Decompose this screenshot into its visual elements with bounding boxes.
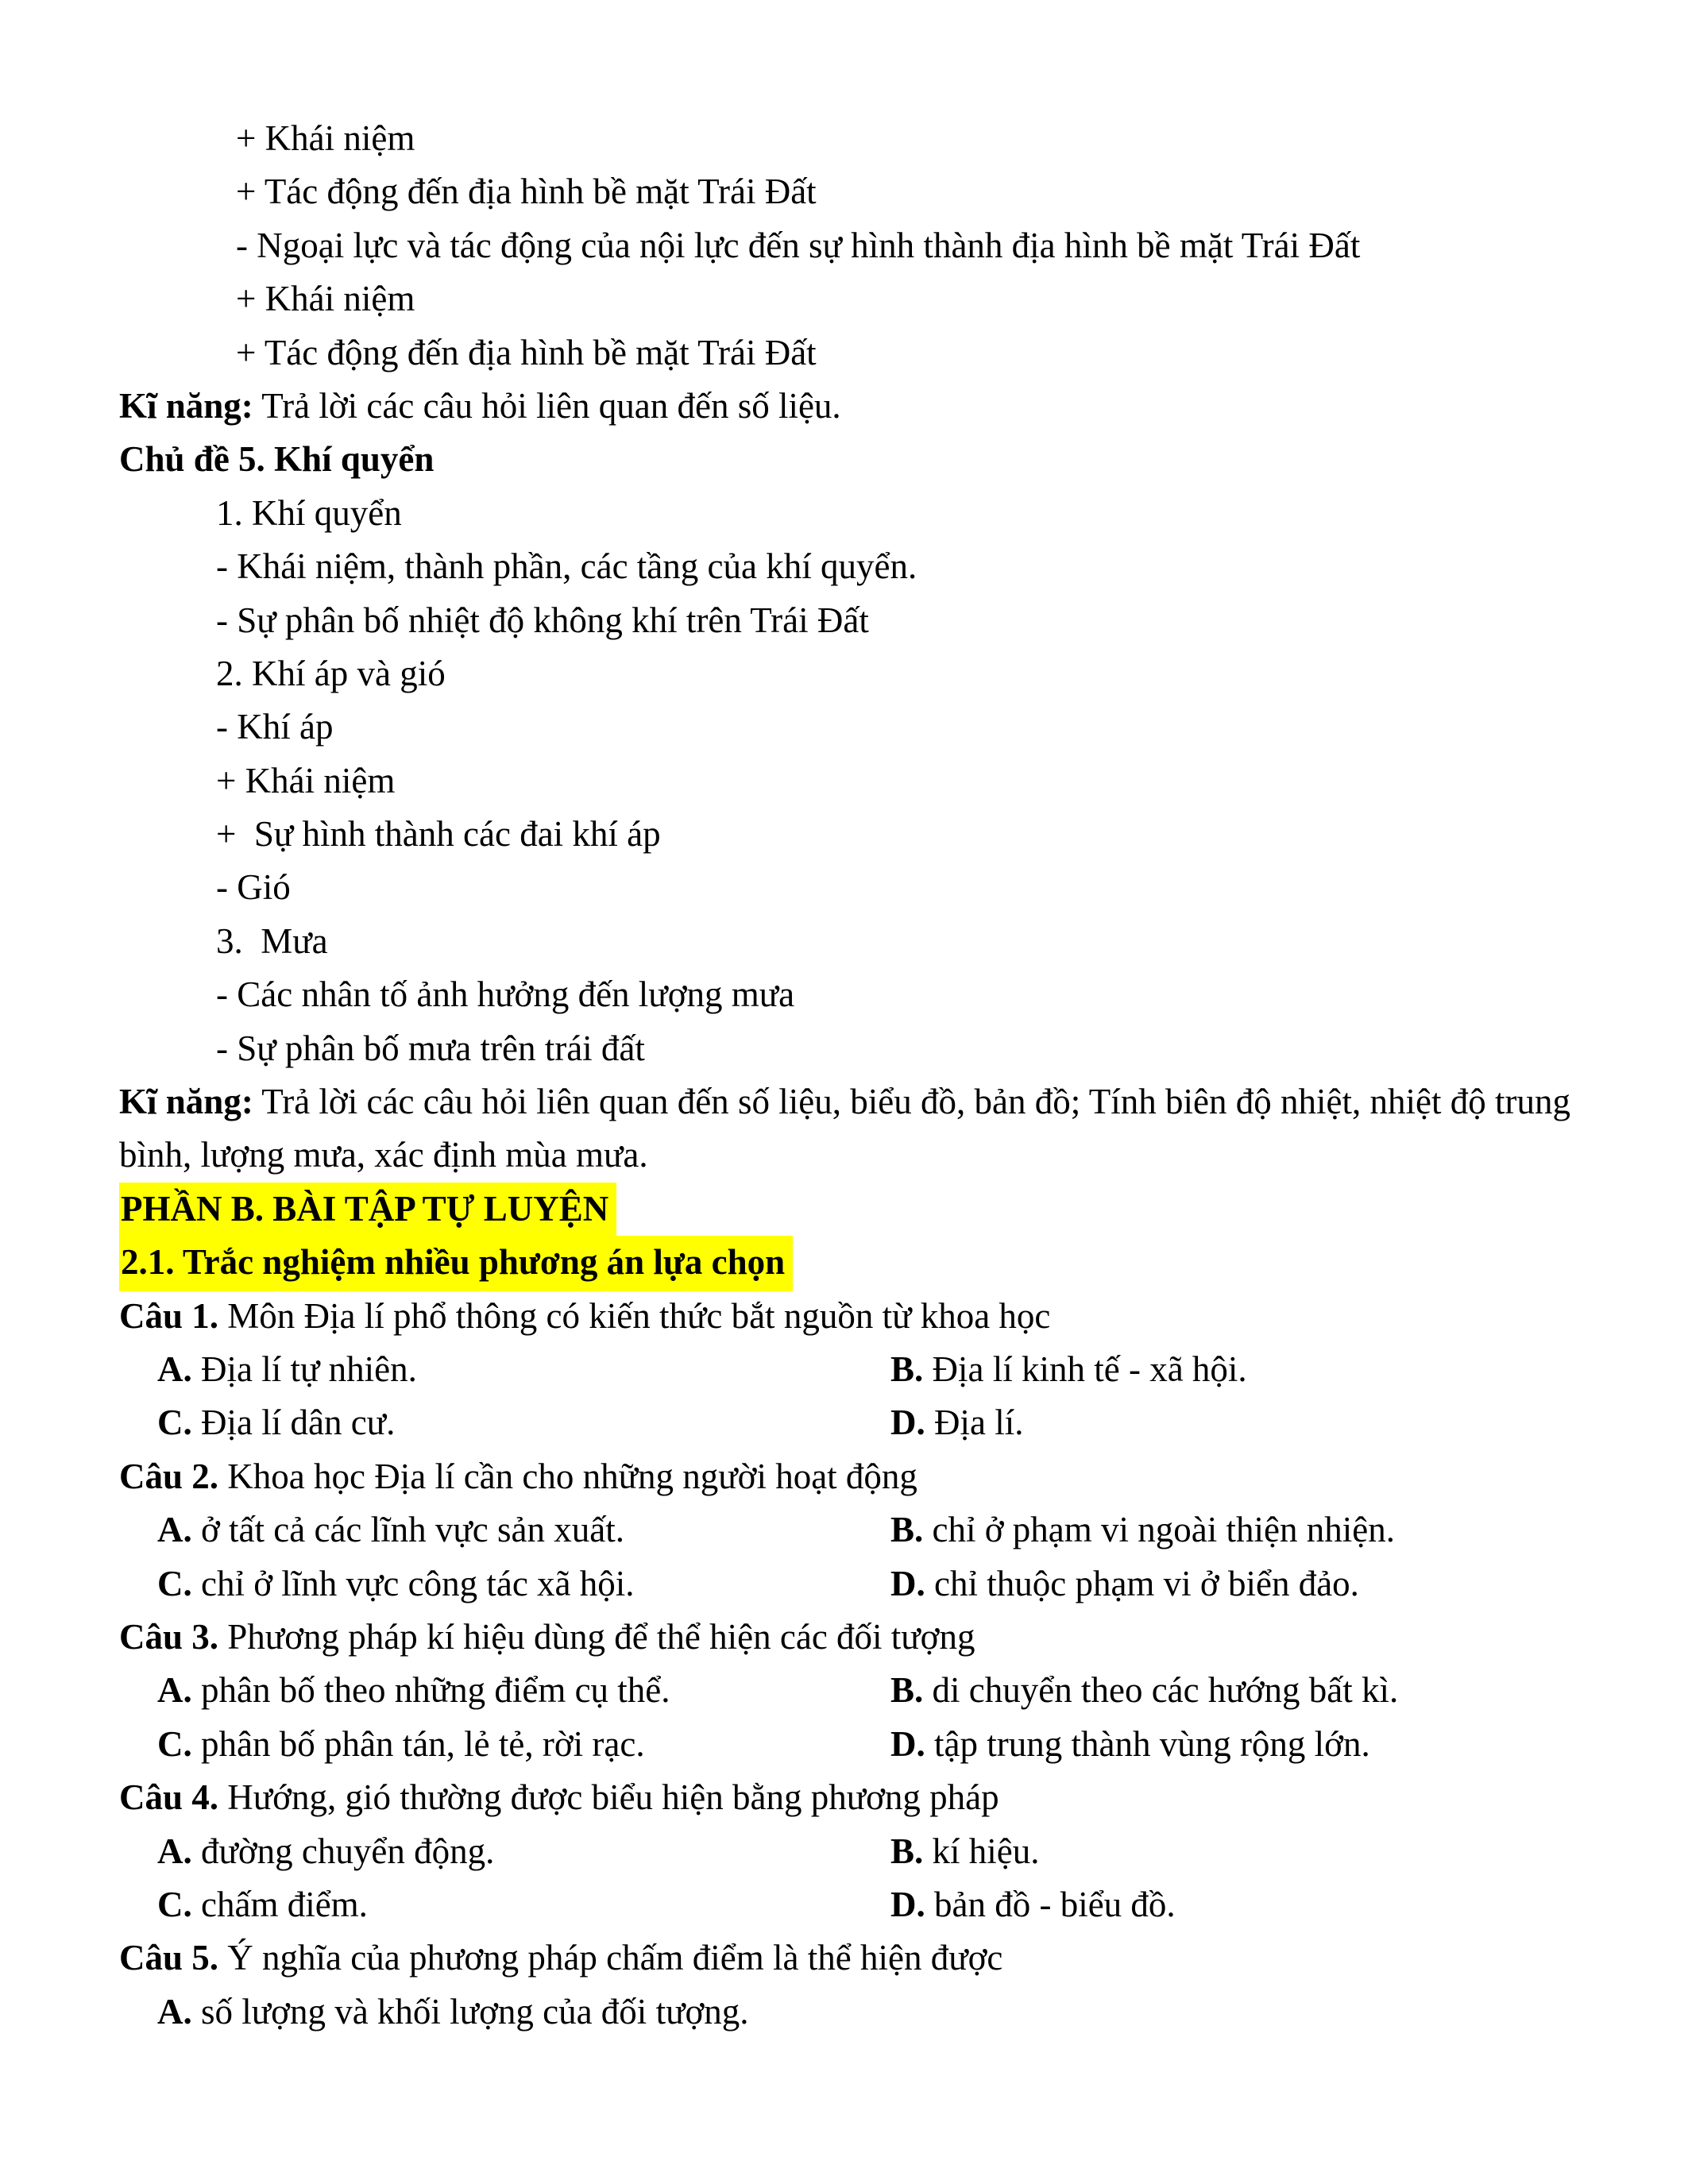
option-text: chấm điểm. — [201, 1884, 368, 1924]
option-text: Địa lí tự nhiên. — [201, 1349, 417, 1389]
option-text: bản đồ - biểu đồ. — [934, 1884, 1176, 1924]
option-text: Địa lí. — [934, 1403, 1024, 1443]
question-text: Ý nghĩa của phương pháp chấm điểm là thể hiện được — [227, 1938, 1003, 1978]
option — [890, 1557, 1359, 1611]
option-letter: D. — [890, 1723, 925, 1764]
topic-5-item: 3. Mưa — [216, 920, 328, 961]
option — [157, 1985, 749, 2039]
option — [890, 1396, 1023, 1449]
outline-item: + Tác động đến địa hình bề mặt Trái Đất — [236, 332, 817, 372]
options-row — [119, 1985, 1570, 2039]
topic-5-title: Chủ đề 5. Khí quyển — [119, 439, 435, 480]
option — [157, 1396, 395, 1449]
option-letter: B. — [890, 1510, 924, 1550]
section-2-1-heading: 2.1. Trắc nghiệm nhiều phương án lựa chọn — [119, 1236, 793, 1291]
option — [157, 1878, 368, 1931]
question-label: Câu 1. — [119, 1295, 219, 1336]
skills-text: Trả lời các câu hỏi liên quan đến số liệu, biểu đồ, bản đồ; Tính biên độ nhiệt, nhiệt độ trung bình, lượng mưa, xác định mùa mưa. — [119, 1082, 1571, 1175]
options-row — [119, 1557, 1570, 1611]
outline-item: - Ngoại lực và tác động của nội lực đến sự hình thành địa hình bề mặt Trái Đất — [236, 225, 1361, 265]
option-text: ở tất cả các lĩnh vực sản xuất. — [201, 1510, 624, 1550]
option — [157, 1718, 645, 1771]
option-letter: A. — [157, 1510, 192, 1550]
outline-item: + Khái niệm — [236, 279, 415, 319]
outline-item: + Khái niệm — [236, 118, 415, 158]
options-row — [119, 1718, 1570, 1771]
option-text: phân bố theo những điểm cụ thể. — [201, 1670, 670, 1711]
option-letter: C. — [157, 1884, 192, 1924]
option-letter: A. — [157, 1991, 192, 2032]
skills-paragraph — [119, 1075, 1570, 1183]
option-letter: A. — [157, 1670, 192, 1711]
question-label: Câu 4. — [119, 1777, 219, 1818]
skills-label: Kĩ năng: — [119, 1082, 253, 1122]
part-b-heading-line — [119, 1183, 1570, 1236]
option-text: chỉ ở phạm vi ngoài thiện nhiện. — [932, 1510, 1395, 1550]
options-row — [119, 1878, 1570, 1931]
question-text: Môn Địa lí phổ thông có kiến thức bắt nguồn từ khoa học — [227, 1295, 1051, 1336]
topic-5-item: 2. Khí áp và gió — [216, 653, 446, 693]
question-label: Câu 3. — [119, 1616, 219, 1657]
option-text: đường chuyển động. — [201, 1831, 495, 1871]
question-stem — [119, 1771, 1570, 1824]
topic-5-item: + Khái niệm — [216, 760, 396, 801]
option-letter: B. — [890, 1670, 924, 1711]
option-letter: D. — [890, 1403, 925, 1443]
topic-5-item: - Gió — [216, 867, 291, 908]
option-letter: A. — [157, 1831, 192, 1871]
question-text: Phương pháp kí hiệu dùng để thể hiện các đối tượng — [227, 1616, 975, 1657]
option-letter: B. — [890, 1349, 924, 1389]
option — [890, 1343, 1247, 1396]
option-text: kí hiệu. — [932, 1831, 1040, 1871]
option — [890, 1503, 1395, 1557]
part-b-heading: PHẦN B. BÀI TẬP TỰ LUYỆN — [119, 1183, 616, 1237]
option-letter: C. — [157, 1403, 192, 1443]
option — [890, 1825, 1040, 1878]
option-text: Địa lí dân cư. — [201, 1403, 396, 1443]
question-stem — [119, 1450, 1570, 1503]
question-stem — [119, 1931, 1570, 1985]
option — [890, 1664, 1398, 1717]
options-row — [119, 1664, 1570, 1717]
option-letter: C. — [157, 1563, 192, 1603]
options-row — [119, 1503, 1570, 1557]
question-stem — [119, 1611, 1570, 1664]
options-row — [119, 1825, 1570, 1878]
skills-label: Kĩ năng: — [119, 385, 253, 426]
options-row — [119, 1396, 1570, 1449]
option — [890, 1878, 1176, 1931]
option-letter: D. — [890, 1563, 925, 1603]
topic-5-item: - Khái niệm, thành phần, các tầng của khí quyển. — [216, 546, 917, 587]
option — [157, 1825, 494, 1878]
option-text: chỉ thuộc phạm vi ở biển đảo. — [934, 1563, 1359, 1603]
option-text: phân bố phân tán, lẻ tẻ, rời rạc. — [201, 1723, 645, 1764]
option-text: di chuyển theo các hướng bất kì. — [932, 1670, 1399, 1711]
question-label: Câu 5. — [119, 1938, 219, 1978]
option-letter: C. — [157, 1723, 192, 1764]
skills-paragraph — [119, 380, 1570, 433]
option-text: tập trung thành vùng rộng lớn. — [934, 1723, 1370, 1764]
question-text: Hướng, gió thường được biểu hiện bằng phương pháp — [227, 1777, 999, 1818]
topic-5-item: 1. Khí quyển — [216, 492, 402, 533]
question-label: Câu 2. — [119, 1456, 219, 1496]
topic-5-item: + Sự hình thành các đai khí áp — [216, 814, 661, 855]
option-letter: A. — [157, 1349, 192, 1389]
options-row — [119, 1343, 1570, 1396]
option-text: Địa lí kinh tế - xã hội. — [932, 1349, 1247, 1389]
skills-text: Trả lời các câu hỏi liên quan đến số liệu. — [261, 385, 841, 426]
question-stem — [119, 1290, 1570, 1343]
option — [157, 1343, 417, 1396]
option — [890, 1718, 1370, 1771]
topic-5-item: - Sự phân bố mưa trên trái đất — [216, 1028, 645, 1068]
option — [157, 1664, 670, 1717]
topic-5-item: - Các nhân tố ảnh hưởng đến lượng mưa — [216, 974, 795, 1015]
topic-5-item: - Khí áp — [216, 707, 334, 747]
option-text: số lượng và khối lượng của đối tượng. — [201, 1991, 749, 2032]
outline-item: + Tác động đến địa hình bề mặt Trái Đất — [236, 172, 817, 212]
section-2-1-heading-line — [119, 1236, 1570, 1289]
option — [157, 1557, 635, 1611]
option-text: chỉ ở lĩnh vực công tác xã hội. — [201, 1563, 635, 1603]
option — [157, 1503, 624, 1557]
topic-5-item: - Sự phân bố nhiệt độ không khí trên Trái Đất — [216, 600, 869, 640]
question-text: Khoa học Địa lí cần cho những người hoạt động — [227, 1456, 917, 1496]
document-content — [119, 112, 1570, 2039]
option-letter: D. — [890, 1884, 925, 1924]
option-letter: B. — [890, 1831, 924, 1871]
